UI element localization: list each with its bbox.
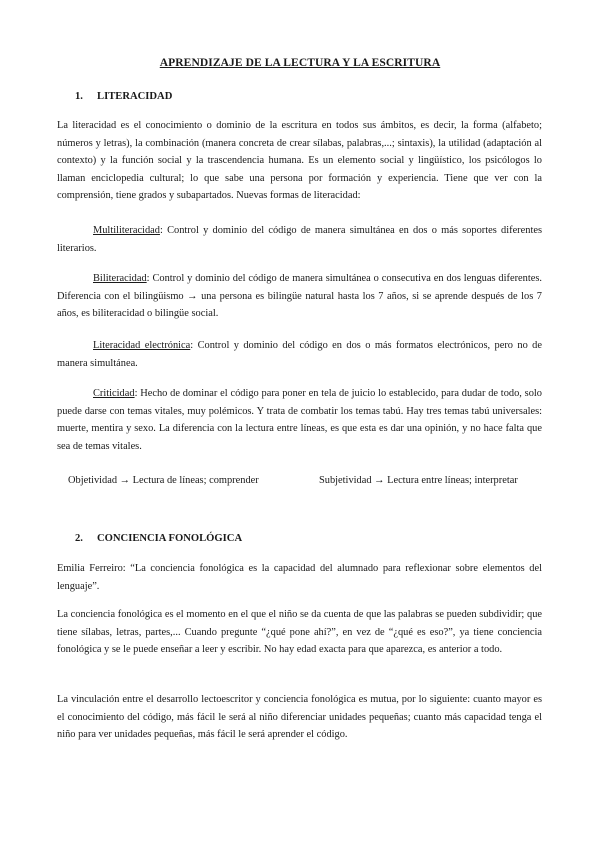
subjectivity-line: Subjetividad → Lectura entre líneas; interpretar	[319, 475, 518, 486]
section-2-number: 2.	[75, 533, 83, 544]
item-term: Biliteracidad	[93, 273, 147, 284]
section-2-paragraph-1: Emilia Ferreiro: “La conciencia fonológica es la capacidad del alumnado para reflexionar sobre elementos del lenguaje”.	[57, 563, 542, 592]
item-text: : Control y dominio del código de manera simultánea o consecutiva en dos lenguas diferentes. Diferencia con el bilingüismo → una persona es bilingüe natural hasta los 7 años, si se aprende después de los 7 años, es biliteracidad o bilingüe social.	[57, 273, 542, 320]
section-2-paragraph-3: La vinculación entre el desarrollo lectoescritor y conciencia fonológica es mutua, por lo siguiente: cuanto mayor es el conocimiento del código, más fácil le será al niño diferenciar unidades pequeñas; cuanto más capacidad tenga el niño para ver unidades pequeñas, más fácil le será aprender el código.	[57, 694, 542, 741]
literacy-item-multiliteracidad	[57, 222, 542, 257]
item-term: Multiliteracidad	[93, 225, 160, 236]
item-term: Criticidad	[93, 388, 135, 399]
section-1-intro: La literacidad es el conocimiento o dominio de la escritura en todos sus ámbitos, es decir, la forma (alfabeto; números y letras), la combinación (manera concreta de crear sílabas, palabras,...; sintaxis), la utilidad (adaptación al contexto) y la función social y la trascendencia humana. Es un elemento social y lingüístico, los psicólogos lo llaman enciclopedia cultural; lo que sabe una persona por formación y experiencia. Tiene que ver con la comprensión, tiene grados y subapartados. Nuevas formas de literacidad:	[57, 120, 542, 202]
item-text: : Control y dominio del código en dos o más formatos electrónicos, pero no de manera simultánea.	[57, 340, 542, 369]
item-term: Literacidad electrónica	[93, 340, 191, 351]
literacy-item-biliteracidad	[57, 270, 542, 323]
literacy-item-criticidad	[57, 385, 542, 455]
section-2-title: CONCIENCIA FONOLÓGICA	[97, 533, 243, 544]
section-1-title: LITERACIDAD	[97, 91, 173, 102]
objectivity-line: Objetividad → Lectura de líneas; comprender	[68, 475, 259, 486]
item-text: : Hecho de dominar el código para poner en tela de juicio lo establecido, para dudar de todo, solo puede darse con temas vitales, muy polémicos. Y trata de combatir los temas tabú. Hay tres temas tabú universales: muerte, mentira y sexo. La diferencia con la lectura entre líneas, es que esta es dar una opinión, y no hace falta que sea de temas vitales.	[57, 388, 542, 452]
document-title: APRENDIZAJE DE LA LECTURA Y LA ESCRITURA	[159, 57, 441, 69]
literacy-item-electronica	[57, 337, 542, 372]
item-text: : Control y dominio del código de manera simultánea en dos o más soportes diferentes literarios.	[57, 225, 542, 254]
section-1-heading	[75, 88, 172, 106]
section-1-number: 1.	[75, 91, 83, 102]
section-2-heading	[75, 530, 242, 548]
section-2-paragraph-2: La conciencia fonológica es el momento en el que el niño se da cuenta de que las palabras se pueden subdividir; que tiene sílabas, letras, partes,... Cuando pregunte “¿qué pone ahí?”, en vez de “¿qué es eso?”, ya tiene conciencia fonológica y se le puede enseñar a leer y escribir. No hay edad exacta para que aparezca, es anterior a todo.	[57, 609, 542, 656]
